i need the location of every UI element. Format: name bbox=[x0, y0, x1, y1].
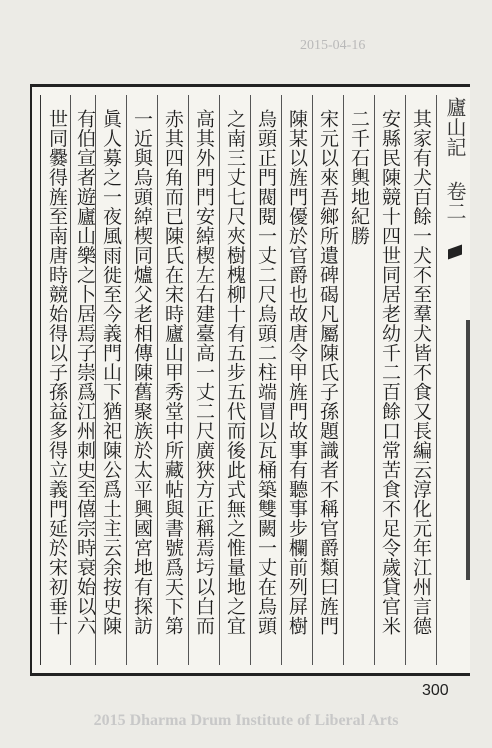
text-column: 陳某以旌門優於官爵也故唐令甲旌門故事有聽事步欄前列屏樹 bbox=[286, 109, 308, 636]
page-frame bbox=[30, 84, 470, 676]
column-rule bbox=[281, 95, 282, 665]
column-rule bbox=[312, 95, 313, 665]
text-column: 赤其四角而已陳氏在宋時廬山甲秀堂中所藏帖與書號爲天下第 bbox=[162, 109, 184, 636]
column-rule bbox=[250, 95, 251, 665]
inner-rule bbox=[40, 95, 41, 665]
column-rule bbox=[374, 95, 375, 665]
column-rule bbox=[188, 95, 189, 665]
column-rule bbox=[343, 95, 344, 665]
column-rule bbox=[219, 95, 220, 665]
page-number: 300 bbox=[422, 682, 449, 699]
watermark: 2015 Dharma Drum Institute of Liberal Arts bbox=[93, 712, 399, 729]
text-column: 烏頭正門閥閱一丈二尺烏頭二柱端冒以瓦桶築雙闕一丈在烏頭 bbox=[255, 109, 277, 636]
column-rule bbox=[126, 95, 127, 665]
text-column: 高其外門門安綽楔左右建臺高一丈二尺廣狹方正稱焉圬以白而 bbox=[193, 109, 215, 636]
text-column: 一近與烏頭綽楔同爐父老相傳陳舊聚族於太平興國宮地有探訪 bbox=[131, 109, 153, 636]
text-column: 其家有犬百餘一犬不至羣犬皆不食又長編云淳化元年江州言德 bbox=[410, 109, 432, 636]
text-column: 安縣民陳競十四世同居老幼千二百餘口常苦食不足令歲貸官米 bbox=[379, 109, 401, 636]
text-column: 二千石輿地紀勝 bbox=[348, 109, 370, 246]
text-column: 世同爨得旌至南唐時競始得以子孫益多得立義門延於宋初垂十 bbox=[46, 109, 68, 636]
text-column: 之南三丈七尺夾樹槐柳十有五步五代而後此式無之惟量地之宜 bbox=[224, 109, 246, 636]
running-head: 廬山記 卷二 bbox=[443, 97, 467, 221]
column-rule bbox=[436, 95, 437, 665]
text-column: 眞人募之一夜風雨徙至今義門山下猶祀陳公爲土主云余按史陳 bbox=[100, 109, 122, 636]
column-rule bbox=[157, 95, 158, 665]
date-stamp: 2015-04-16 bbox=[300, 38, 366, 53]
fold-mark bbox=[448, 244, 462, 259]
text-column: 宋元以來吾鄉所遺碑碣凡屬陳氏子孫題識者不稱官爵類曰旌門 bbox=[317, 109, 339, 636]
page-edge bbox=[466, 320, 470, 580]
column-rule bbox=[70, 95, 71, 665]
column-rule bbox=[405, 95, 406, 665]
text-column: 有伯宣者遊廬山樂之卜居焉子崇爲江州刺史至僖宗時衰始以六 bbox=[74, 109, 96, 636]
